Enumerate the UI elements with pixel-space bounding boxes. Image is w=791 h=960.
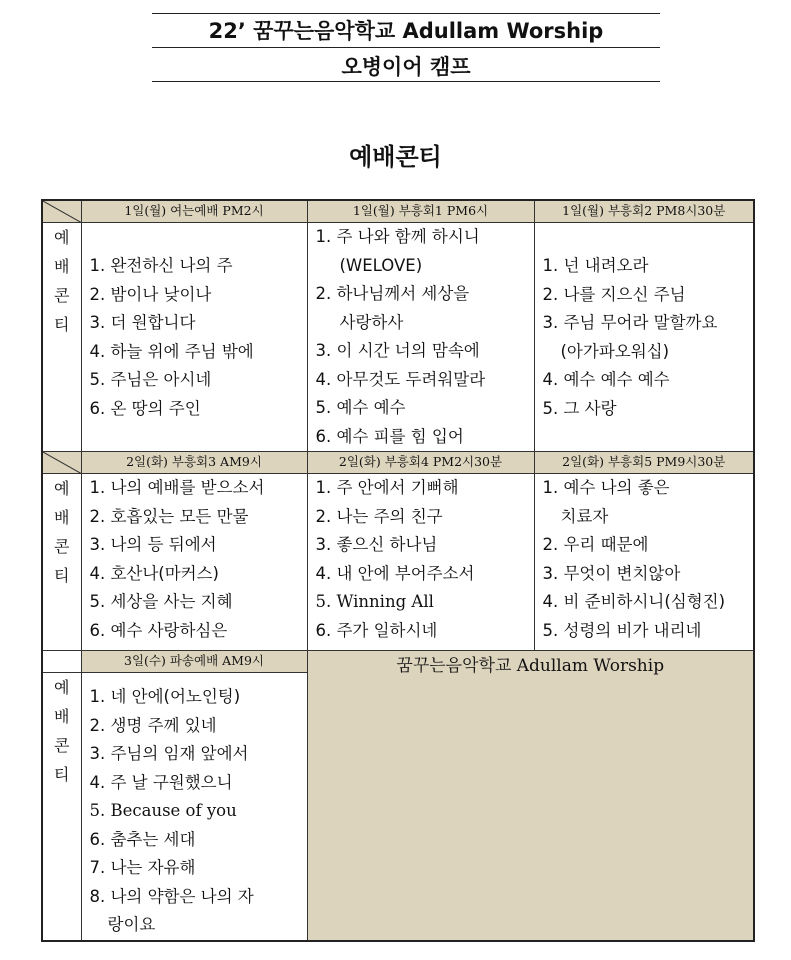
song-item: 3. 더 원합니다 [89, 313, 196, 332]
header-camp-name: 오병이어 캠프 [341, 55, 471, 79]
song-item: 3. 좋으신 하나님 [315, 535, 438, 554]
song-item: 5. Winning All [315, 592, 434, 611]
day2-header-3: 2일(화) 부흥회5 PM9시30분 [534, 452, 754, 474]
footer-banner: 꿈꾸는음악학교 Adullam Worship [307, 651, 754, 941]
worship-setlist-table [41, 199, 755, 942]
header-rule-middle [152, 47, 660, 48]
day2-setlist-1 [81, 474, 307, 651]
song-item: 5. 예수 예수 [315, 398, 406, 417]
day1-header-1: 1일(월) 여는예배 PM2시 [81, 200, 307, 223]
header-title: 22’ 꿈꾸는음악학교 Adullam Worship [208, 19, 604, 43]
day1-header-3: 1일(월) 부흥회2 PM8시30분 [534, 200, 754, 223]
day2-setlist-3 [534, 474, 754, 651]
song-item: 5. 주님은 아시네 [89, 370, 212, 389]
song-item: 3. 무엇이 변치않아 [542, 563, 681, 583]
corner-cell-blank [42, 651, 81, 673]
corner-cell [42, 452, 81, 474]
song-item: 5. 성령의 비가 내리네 [542, 620, 702, 640]
row-label-day2: 예 배 콘 티 [42, 474, 81, 651]
song-item: 1. 주 나와 함께 하시니 [315, 227, 480, 246]
day3-setlist [81, 673, 307, 941]
row-label-day1: 예 배 콘 티 [42, 223, 81, 452]
song-item: 3. 주님 무어라 말할까요 [542, 313, 718, 332]
header-rule-top [152, 13, 660, 14]
song-item: 2. 호흡있는 모든 만물 [89, 506, 249, 526]
day1-header-2: 1일(월) 부흥회1 PM6시 [307, 200, 534, 223]
song-item: 6. 예수 사랑하심은 [89, 620, 228, 640]
song-item: 2. 생명 주께 있네 [89, 715, 217, 735]
song-item: 1. 네 안에(어노인팅) [89, 687, 241, 706]
song-item: 1. 예수 나의 좋은 [542, 478, 670, 497]
row-label-day3: 예 배 콘 티 [42, 673, 81, 941]
song-item-continued: 랑이요 [107, 915, 156, 934]
day1-setlist-1 [81, 223, 307, 452]
song-item: 6. 예수 피를 힘 입어 [315, 426, 464, 446]
day1-setlist-2 [307, 223, 534, 452]
song-item: 5. Because of you [89, 801, 237, 820]
corner-cell [42, 200, 81, 223]
song-item: 6. 주가 일하시네 [315, 620, 438, 640]
song-item: 4. 예수 예수 예수 [542, 370, 670, 389]
song-item: 4. 주 날 구원했으니 [89, 772, 233, 792]
day2-setlist-2 [307, 474, 534, 651]
song-item: 1. 넌 내려오라 [542, 256, 649, 275]
day3-header: 3일(수) 파송예배 AM9시 [81, 651, 307, 673]
song-item: 2. 나는 주의 친구 [315, 506, 443, 526]
song-item: 2. 밤이나 낮이나 [89, 284, 212, 304]
song-item: 1. 주 안에서 기뻐해 [315, 478, 459, 497]
header-rule-bottom [152, 81, 660, 82]
diagonal-line [43, 452, 82, 474]
song-item: 4. 내 안에 부어주소서 [315, 563, 475, 583]
song-item: 3. 주님의 임재 앞에서 [89, 744, 249, 763]
song-item-continued: (아가파오워십) [560, 341, 670, 361]
diagonal-line [43, 201, 82, 223]
song-item: 1. 완전하신 나의 주 [89, 256, 233, 275]
day1-setlist-3 [534, 223, 754, 452]
song-item: 5. 그 사랑 [542, 398, 617, 418]
song-item-continued: 사랑하사 [339, 312, 404, 332]
song-item: 1. 나의 예배를 받으소서 [89, 478, 265, 497]
day2-header-2: 2일(화) 부흥회4 PM2시30분 [307, 452, 534, 474]
song-item: 4. 아무것도 두려워말라 [315, 369, 486, 389]
song-item: 3. 나의 등 뒤에서 [89, 535, 217, 554]
song-item: 2. 나를 지으신 주님 [542, 284, 686, 304]
song-item: 4. 하늘 위에 주님 밖에 [89, 341, 254, 361]
song-item: 5. 세상을 사는 지혜 [89, 592, 233, 611]
song-item: 4. 비 준비하시니(심형진) [542, 592, 726, 611]
song-item: 3. 이 시간 너의 맘속에 [315, 341, 480, 360]
song-item: 4. 호산나(마커스) [89, 563, 219, 583]
song-item: 2. 하나님께서 세상을 [315, 284, 470, 303]
song-item: 6. 온 땅의 주인 [89, 398, 201, 418]
song-item: 8. 나의 약함은 나의 자 [89, 886, 254, 906]
song-item: 2. 우리 때문에 [542, 535, 649, 554]
song-item: 6. 춤추는 세대 [89, 829, 196, 849]
song-item-continued: 치료자 [560, 506, 609, 526]
song-item: 7. 나는 자유해 [89, 858, 196, 877]
page-title: 예배콘티 [349, 143, 442, 171]
song-item-continued: (WELOVE) [339, 255, 423, 275]
day2-header-1: 2일(화) 부흥회3 AM9시 [81, 452, 307, 474]
